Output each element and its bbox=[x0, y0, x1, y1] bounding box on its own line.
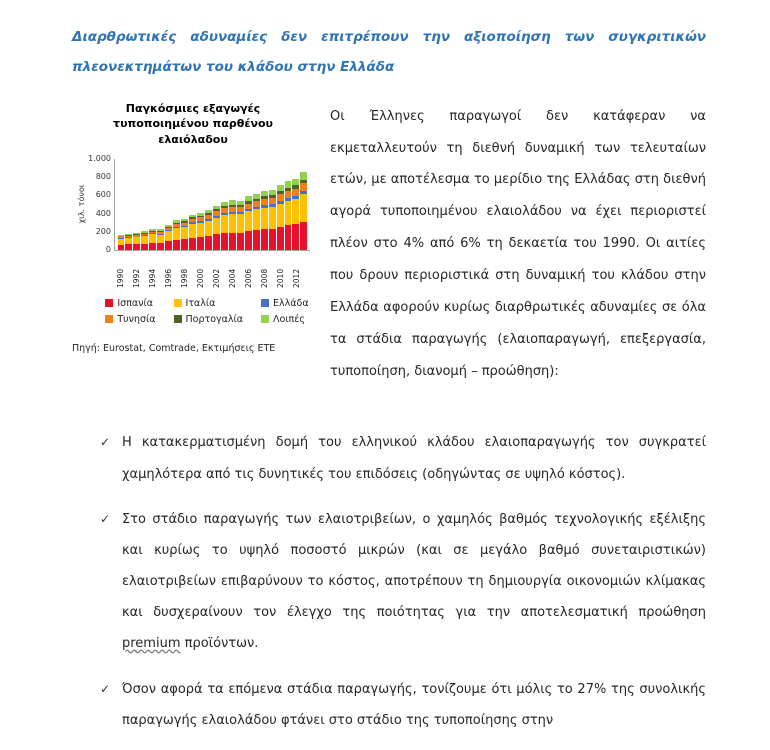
olive-oil-exports-chart bbox=[72, 99, 314, 354]
bar-segment bbox=[141, 244, 148, 250]
x-tick-label: 2012 bbox=[291, 268, 301, 288]
x-axis-labels bbox=[114, 251, 310, 288]
page-title-line2: πλεονεκτημάτων του κλάδου στην Ελλάδα bbox=[72, 59, 395, 76]
bar-2002 bbox=[213, 159, 220, 250]
x-tick-label bbox=[253, 254, 260, 288]
bar-segment bbox=[261, 229, 268, 250]
bar-1995 bbox=[157, 159, 164, 250]
bar-segment bbox=[300, 194, 307, 222]
y-tick-label: 400 bbox=[95, 208, 111, 218]
bar-segment bbox=[149, 243, 156, 250]
x-tick-label: 2010 bbox=[275, 268, 285, 288]
legend-label: Τυνησία bbox=[117, 313, 156, 325]
bar-segment bbox=[213, 218, 220, 235]
bullet-item-3 bbox=[100, 674, 706, 736]
legend-swatch-icon bbox=[261, 299, 269, 307]
x-tick-label bbox=[125, 254, 132, 288]
legend-swatch-icon bbox=[105, 299, 113, 307]
bar-segment bbox=[197, 223, 204, 238]
x-tick-label bbox=[221, 254, 228, 288]
bar-1996 bbox=[165, 159, 172, 250]
bar-1993 bbox=[141, 159, 148, 250]
bar-segment bbox=[292, 189, 299, 196]
bullet-list bbox=[100, 427, 706, 736]
legend-label: Ισπανία bbox=[117, 297, 153, 309]
bar-1992 bbox=[133, 159, 140, 250]
bar-segment bbox=[205, 236, 212, 250]
intro-paragraph: Οι Έλληνες παραγωγοί δεν κατάφεραν να εκμεταλλευτούν τη διεθνή δυναμική των τελευταίων ετών, με αποτέλεσμα το μερίδιο της Ελλάδας στη διεθνή αγορά τυποποιημένου ελαιολάδου να έχει περιοριστεί πλέον στο 4% από 6% τη δεκαετία του 1990. Οι αιτίες που δρουν περιοριστικά στη δυναμική του κλάδου στην Ελλάδα αφορούν κυρίως διαρθρωτικές αδυναμίες σε όλα τα στάδια παραγωγής (ελαιοπαραγωγή, επεξεργασία, τυποποίηση, διανομή – προώθηση): bbox=[330, 108, 706, 379]
bar-2011 bbox=[285, 159, 292, 250]
y-tick-label: 600 bbox=[95, 190, 111, 200]
bar-segment bbox=[285, 225, 292, 250]
y-tick-label: 1.000 bbox=[88, 153, 111, 163]
legend-swatch-icon bbox=[261, 315, 269, 323]
legend-item bbox=[105, 298, 155, 309]
bar-2013 bbox=[300, 159, 307, 250]
x-tick-label bbox=[205, 254, 212, 288]
x-tick-label: 2006 bbox=[243, 268, 253, 288]
bullet-text-2b: προϊόντων. bbox=[180, 636, 259, 652]
bar-segment bbox=[125, 244, 132, 249]
bar-segment bbox=[173, 228, 180, 240]
bar-segment bbox=[269, 229, 276, 250]
bar-1994 bbox=[149, 159, 156, 250]
x-tick-label bbox=[285, 254, 292, 288]
y-tick-label: 200 bbox=[95, 226, 111, 236]
x-tick-label bbox=[269, 254, 276, 288]
bullet-item-1 bbox=[100, 427, 706, 489]
legend-item bbox=[261, 314, 309, 325]
legend-item bbox=[261, 298, 309, 309]
bar-2000 bbox=[197, 159, 204, 250]
bar-1991 bbox=[125, 159, 132, 250]
bar-segment bbox=[229, 214, 236, 233]
bar-2005 bbox=[237, 159, 244, 250]
bar-segment bbox=[141, 236, 148, 243]
x-tick-label: 2008 bbox=[259, 268, 269, 288]
legend-item bbox=[105, 314, 155, 325]
bar-2003 bbox=[221, 159, 228, 250]
x-tick-label: 2000 bbox=[195, 268, 205, 288]
chart-source-note: Πηγή: Eurostat, Comtrade, Εκτιμήσεις ΕΤΕ bbox=[72, 342, 276, 354]
bar-segment bbox=[292, 179, 299, 186]
bar-2009 bbox=[269, 159, 276, 250]
x-tick-label bbox=[189, 254, 196, 288]
bar-segment bbox=[245, 211, 252, 231]
bar-segment bbox=[285, 201, 292, 226]
bar-segment bbox=[229, 233, 236, 250]
x-tick-label bbox=[141, 254, 148, 288]
bar-2012 bbox=[292, 159, 299, 250]
x-tick-label: 1998 bbox=[179, 268, 189, 288]
bar-1998 bbox=[181, 159, 188, 250]
y-axis-title: χιλ. τόνοι bbox=[77, 184, 86, 224]
bar-segment bbox=[213, 234, 220, 249]
x-tick-label: 1992 bbox=[131, 268, 141, 288]
y-tick-label: 800 bbox=[95, 172, 111, 182]
bar-2010 bbox=[277, 159, 284, 250]
bullet-item-2 bbox=[100, 504, 706, 660]
legend-swatch-icon bbox=[105, 315, 113, 323]
bar-segment bbox=[277, 227, 284, 250]
y-tick-label: 0 bbox=[105, 244, 111, 254]
x-tick-label bbox=[173, 254, 180, 288]
bar-segment bbox=[292, 224, 299, 249]
bar-segment bbox=[181, 239, 188, 249]
x-tick-label bbox=[157, 254, 164, 288]
legend-swatch-icon bbox=[174, 315, 182, 323]
page-title-line1: Διαρθρωτικές αδυναμίες δεν επιτρέπουν την αξιοποίηση των συγκριτικών bbox=[72, 29, 706, 45]
bar-2007 bbox=[253, 159, 260, 250]
x-tick-label: 1996 bbox=[163, 268, 173, 288]
x-tick-label: 2004 bbox=[227, 268, 237, 288]
bar-2008 bbox=[261, 159, 268, 250]
x-tick-label: 2002 bbox=[211, 268, 221, 288]
legend-label: Ιταλία bbox=[185, 297, 216, 309]
bar-segment bbox=[253, 230, 260, 250]
bar-segment bbox=[237, 233, 244, 250]
bar-segment bbox=[261, 208, 268, 229]
bar-segment bbox=[221, 215, 228, 233]
bullet-text-2-underlined: premium bbox=[122, 636, 181, 652]
bullet-text-2a: Στο στάδιο παραγωγής των ελαιοτριβείων, ο χαμηλός βαθμός τεχνολογικής εξέλιξης και κυρίως το υψηλό ποσοστό μικρών (και σε μεγάλο βαθμό συνεταιριστικών) ελαιοτριβείων επιβαρύνουν το κόστος, αποτρέπουν τη δημιουργία οικονομιών κλίμακας και δυσχεραίνουν τον έλεγχο της ποιότητας για την αποτελεσματική προώθηση bbox=[122, 511, 706, 621]
bar-segment bbox=[165, 231, 172, 241]
x-tick-label bbox=[237, 254, 244, 288]
bar-segment bbox=[277, 204, 284, 227]
bar-segment bbox=[300, 222, 307, 250]
bar-segment bbox=[118, 245, 125, 250]
bar-segment bbox=[133, 244, 140, 250]
bullet-text-1: Η κατακερματισμένη δομή του ελληνικού κλάδου ελαιοπαραγωγής τον συγκρατεί χαμηλότερα από τις δυνητικές του επιδόσεις (οδηγώντας σε υψηλό κόστος). bbox=[122, 435, 706, 482]
bar-segment bbox=[269, 207, 276, 229]
bar-segment bbox=[157, 235, 164, 243]
x-tick-label: 1994 bbox=[147, 268, 157, 288]
bar-segment bbox=[181, 227, 188, 239]
legend-label: Ελλάδα bbox=[273, 297, 309, 309]
legend-label: Πορτογαλία bbox=[185, 313, 244, 325]
legend-item bbox=[174, 314, 244, 325]
bar-segment bbox=[189, 224, 196, 238]
bar-segment bbox=[189, 238, 196, 250]
legend-label: Λοιπές bbox=[273, 313, 305, 325]
chart-title: Παγκόσμιες εξαγωγές τυποποιημένου παρθένου ελαιόλαδου bbox=[113, 101, 273, 146]
bar-segment bbox=[253, 209, 260, 229]
check-icon: ✓ bbox=[100, 435, 111, 450]
bar-segment bbox=[157, 243, 164, 250]
chart-and-text-row bbox=[72, 99, 706, 388]
legend-item bbox=[174, 298, 244, 309]
page-title bbox=[72, 22, 706, 83]
bar-segment bbox=[205, 221, 212, 236]
x-tick-label: 1990 bbox=[115, 268, 125, 288]
bar-segment bbox=[173, 240, 180, 250]
chart-area bbox=[77, 153, 310, 254]
bar-segment bbox=[165, 241, 172, 250]
bar-segment bbox=[292, 199, 299, 224]
bar-segment bbox=[237, 214, 244, 232]
bar-1997 bbox=[173, 159, 180, 250]
x-tick-label bbox=[301, 254, 308, 288]
bar-segment bbox=[285, 191, 292, 198]
bar-segment bbox=[300, 172, 307, 179]
bar-1999 bbox=[189, 159, 196, 250]
legend-swatch-icon bbox=[174, 299, 182, 307]
bar-segment bbox=[221, 233, 228, 250]
bar-segment bbox=[245, 231, 252, 250]
check-icon: ✓ bbox=[100, 681, 111, 696]
bar-2004 bbox=[229, 159, 236, 250]
bar-2001 bbox=[205, 159, 212, 250]
check-icon: ✓ bbox=[100, 511, 111, 526]
bar-segment bbox=[197, 237, 204, 250]
bar-2006 bbox=[245, 159, 252, 250]
bar-segment bbox=[149, 234, 156, 242]
chart-legend bbox=[100, 298, 314, 325]
bar-segment bbox=[300, 183, 307, 191]
bullet-text-3: Όσον αφορά τα επόμενα στάδια παραγωγής, τονίζουμε ότι μόλις το 27% της συνολικής παραγωγής ελαιολάδου φτάνει στο στάδιο της τυποποίησης στην bbox=[122, 681, 706, 728]
bar-1990 bbox=[118, 159, 125, 250]
